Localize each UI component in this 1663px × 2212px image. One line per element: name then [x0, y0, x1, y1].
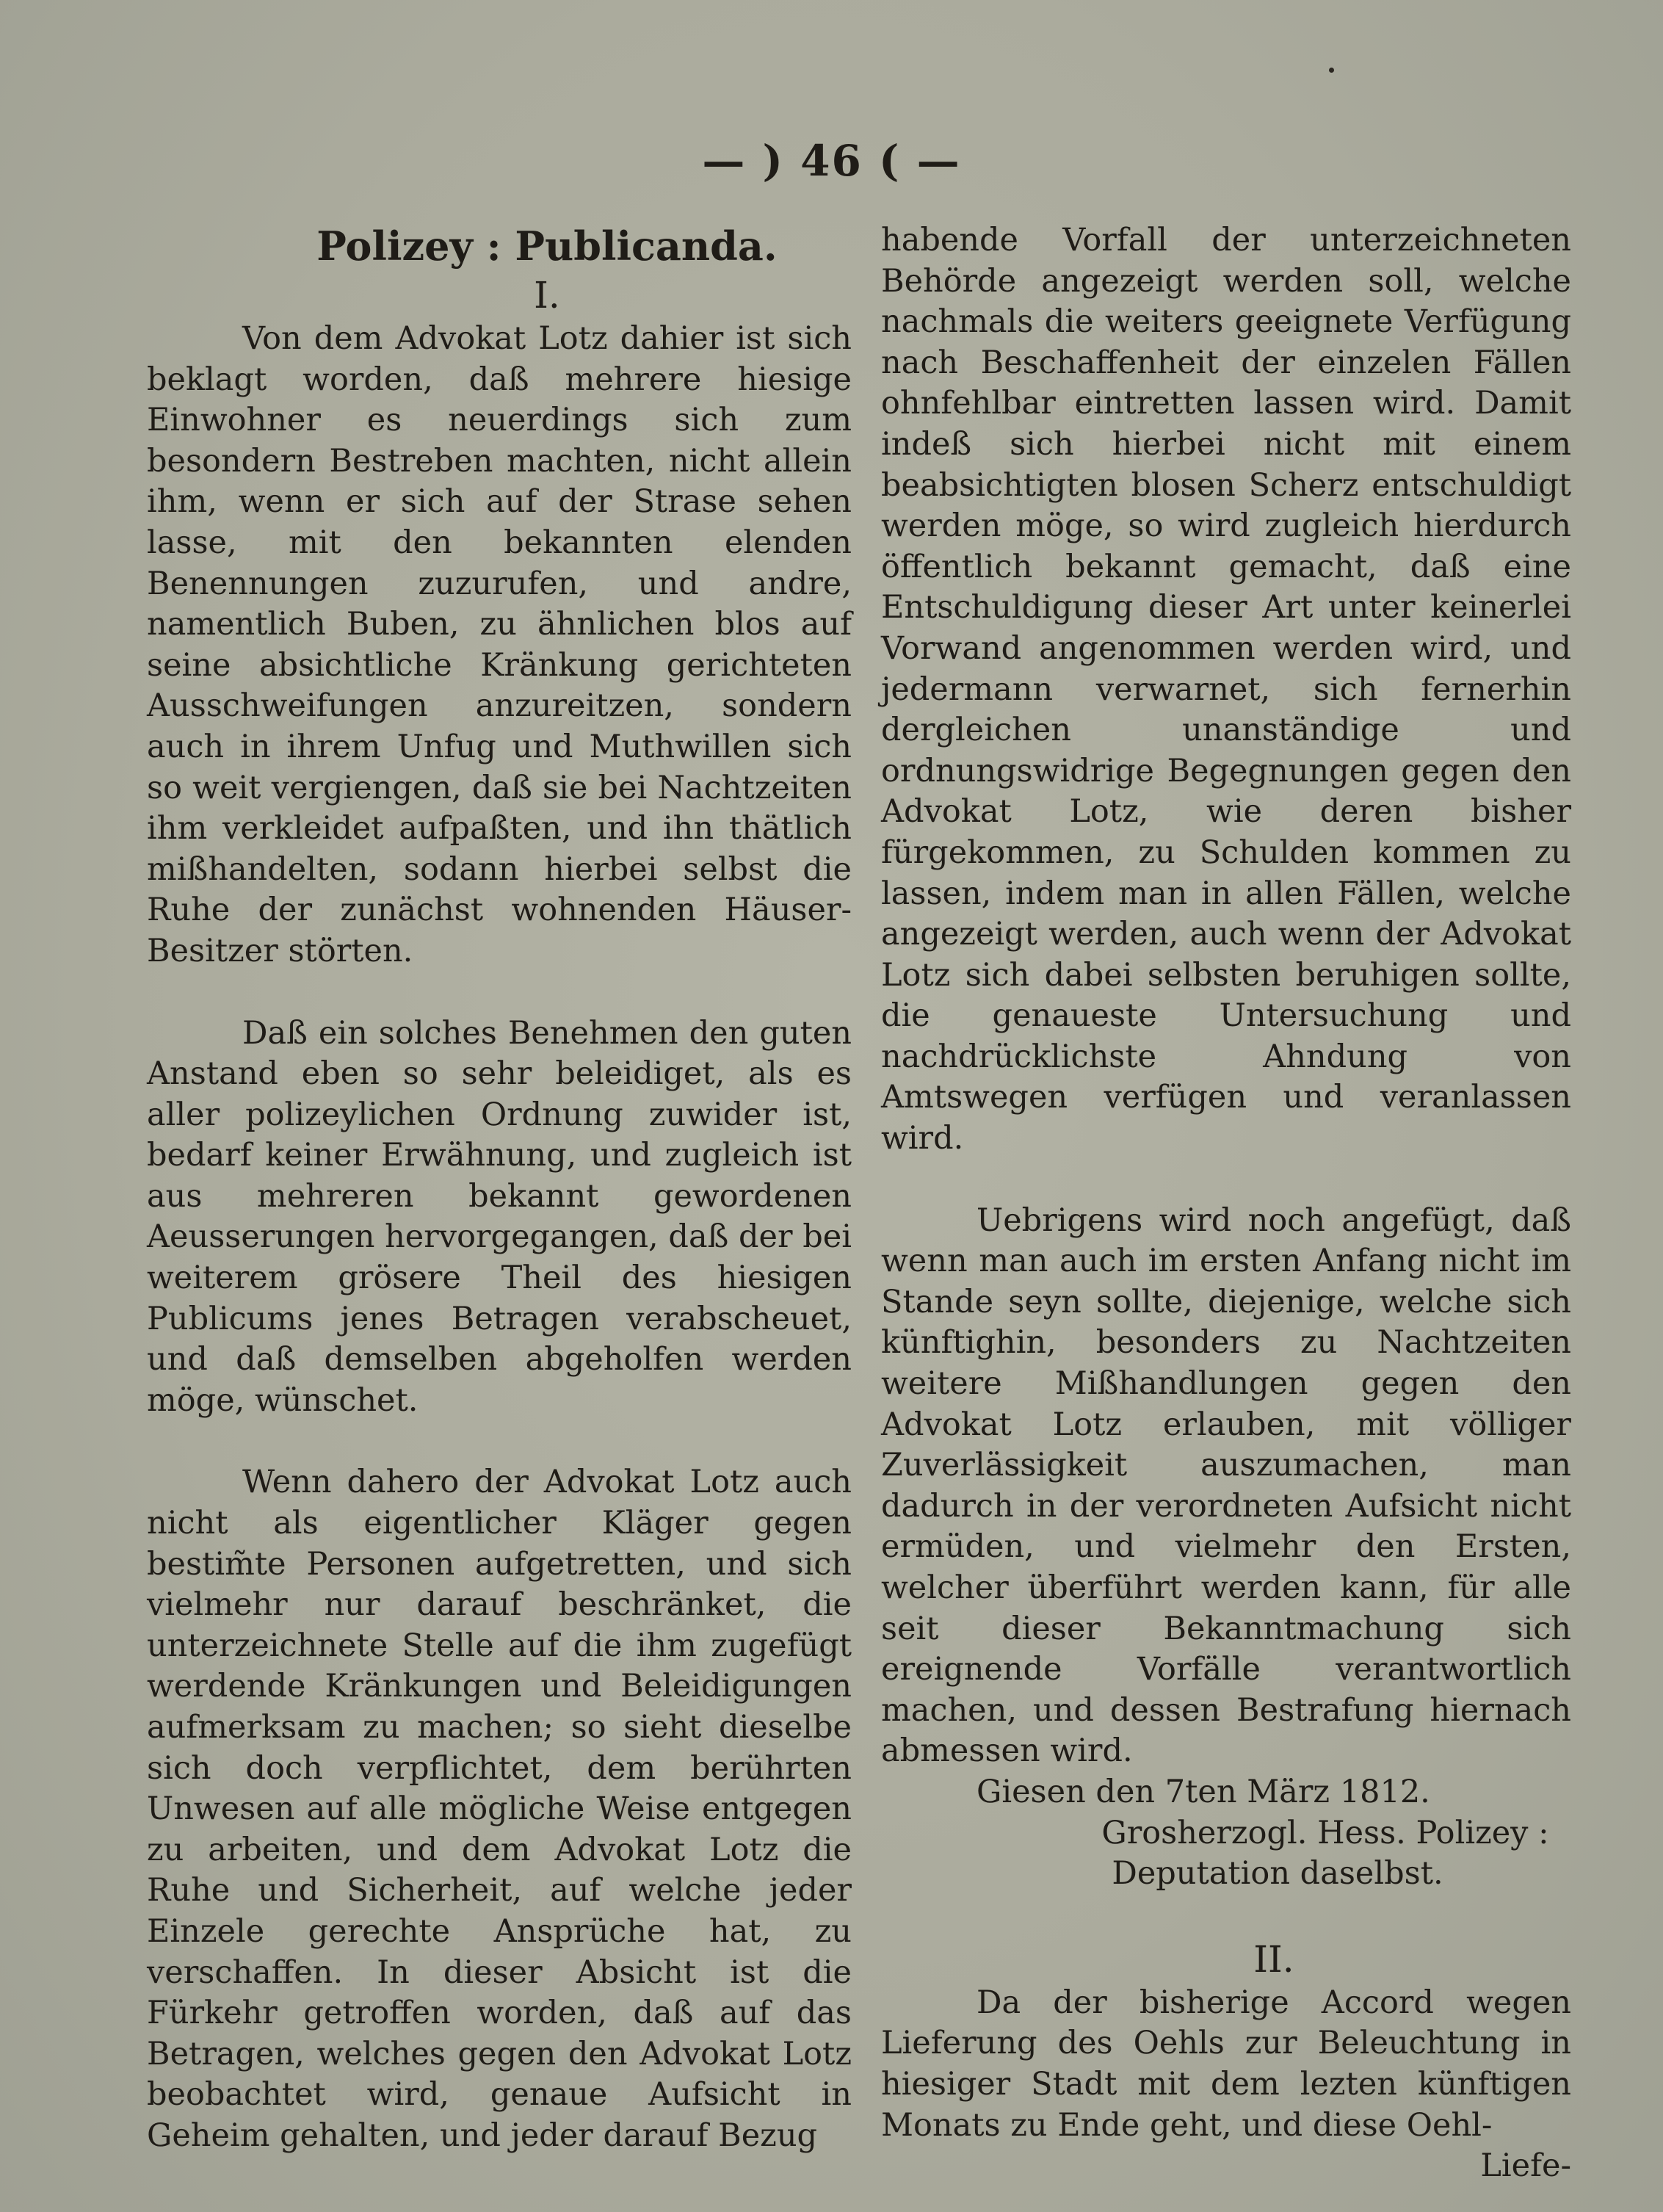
catchword: Liefe- [1480, 2147, 1571, 2185]
ink-speck [1329, 68, 1334, 73]
page-number-header: — ) 46 ( — [702, 136, 961, 186]
spacer [881, 1160, 1571, 1201]
spacer [881, 1895, 1571, 1936]
paragraph-conduct: Daß ein solches Benehmen den guten Anstand eben so sehr beleidiget, als es aller polizeylichen Ordnung zuwider ist, bedarf keiner Erwähnung, und zugleich ist aus mehreren bekannt gewordenen Aeusserungen hervorgegangen, daß der bei weiterem grösere Theil des hiesigen Publicums jenes Betragen verabscheuet, und daß demselben abgeholfen werden möge, wünschet. [147, 1014, 852, 1419]
paragraph-oil-lighting: Da der bisherige Accord wegen Lieferung des Oehls zur Beleuchtung in hiesiger Stadt mit dem lezten künftigen Monats zu Ende geht, und diese Oehl- [881, 1984, 1571, 2144]
signature: Grosherzogl. Hess. Polizey : Deputation daselbst. [1101, 1814, 1549, 1893]
paragraph-further-notice: Uebrigens wird noch angefügt, daß wenn man auch im ersten Anfang nicht im Stande seyn sollte, diejenige, welche sich künftighin, besonders zu Nachtzeiten weitere Mißhandlungen gegen den Advokat Lotz erlauben, mit völliger Zuverlässigkeit auszumachen, man dadurch in der verordneten Aufsicht nicht ermüden, und vielmehr den Ersten, welcher überführt werden kann, für alle seit dieser Bekanntmachung sich ereignende Vorfälle verantwortlich machen, und dessen Bestrafung hiernach abmessen wird. [881, 1201, 1571, 1770]
part-two-numeral: II. [1253, 1937, 1294, 1981]
dateline: Giesen den 7ten März 1812. [977, 1773, 1430, 1810]
left-column [147, 220, 852, 2157]
paragraph-measures-continued: habende Vorfall der unterzeichneten Behörde angezeigt werden soll, welche nachmals die weiters geeignete Verfügung nach Beschaffenheit der einzelen Fällen ohnfehlbar eintretten lassen wird. Damit indeß sich hierbei nicht mit einem beabsichtigten blosen Scherz entschuldigt werden möge, so wird zugleich hierdurch öffentlich bekannt gemacht, daß eine Entschuldigung dieser Art unter keinerlei Vorwand angenommen werden wird, und jedermann verwarnet, sich fernerhin dergleichen unanständige und ordnungswidrige Begegnungen gegen den Advokat Lotz, wie deren bisher fürgekommen, zu Schulden kommen zu lassen, indem man in allen Fällen, welche angezeigt werden, auch wenn der Advokat Lotz sich dabei selbsten beruhigen sollte, die genaueste Untersuchung und nachdrücklichste Ahndung von Amtswegen verfügen und veranlassen wird. [881, 222, 1571, 1157]
paragraph-measures: Wenn dahero der Advokat Lotz auch nicht als eigentlicher Kläger gegen bestim̃te Personen aufgetretten, und sich vielmehr nur darauf beschränket, die unterzeichnete Stelle auf die ihm zugefügt werdende Kränkungen und Beleidigungen aufmerksam zu machen; so sieht dieselbe sich doch verpflichtet, dem berührten Unwesen auf alle mögliche Weise entgegen zu arbeiten, und dem Advokat Lotz die Ruhe und Sicherheit, auf welche jeder Einzele gerechte Ansprüche hat, zu verschaffen. In dieser Absicht ist die Fürkehr getroffen worden, daß auf das Betragen, welches gegen den Advokat Lotz beobachtet wird, genaue Aufsicht in Geheim gehalten, und jeder darauf Bezug [147, 1464, 852, 2154]
right-column [881, 220, 1571, 2187]
paragraph-complaint: Von dem Advokat Lotz dahier ist sich beklagt worden, daß mehrere hiesige Einwohner es neuerdings sich zum besondern Bestreben machten, nicht allein ihm, wenn er sich auf der Strase sehen lasse, mit den bekannten elenden Benennungen zuzurufen, und andre, namentlich Buben, zu ähnlichen blos auf seine absichtliche Kränkung gerichteten Ausschweifungen anzureitzen, sondern auch in ihrem Unfug und Muthwillen sich so weit vergiengen, daß sie bei Nachtzeiten ihm verkleidet aufpaßten, und ihn thätlich mißhandelten, sodann hierbei selbst die Ruhe der zunächst wohnenden Häuser-Besitzer störten. [147, 320, 852, 969]
part-one-numeral: I. [534, 274, 560, 317]
section-title: Polizey : Publicanda. [316, 223, 778, 270]
